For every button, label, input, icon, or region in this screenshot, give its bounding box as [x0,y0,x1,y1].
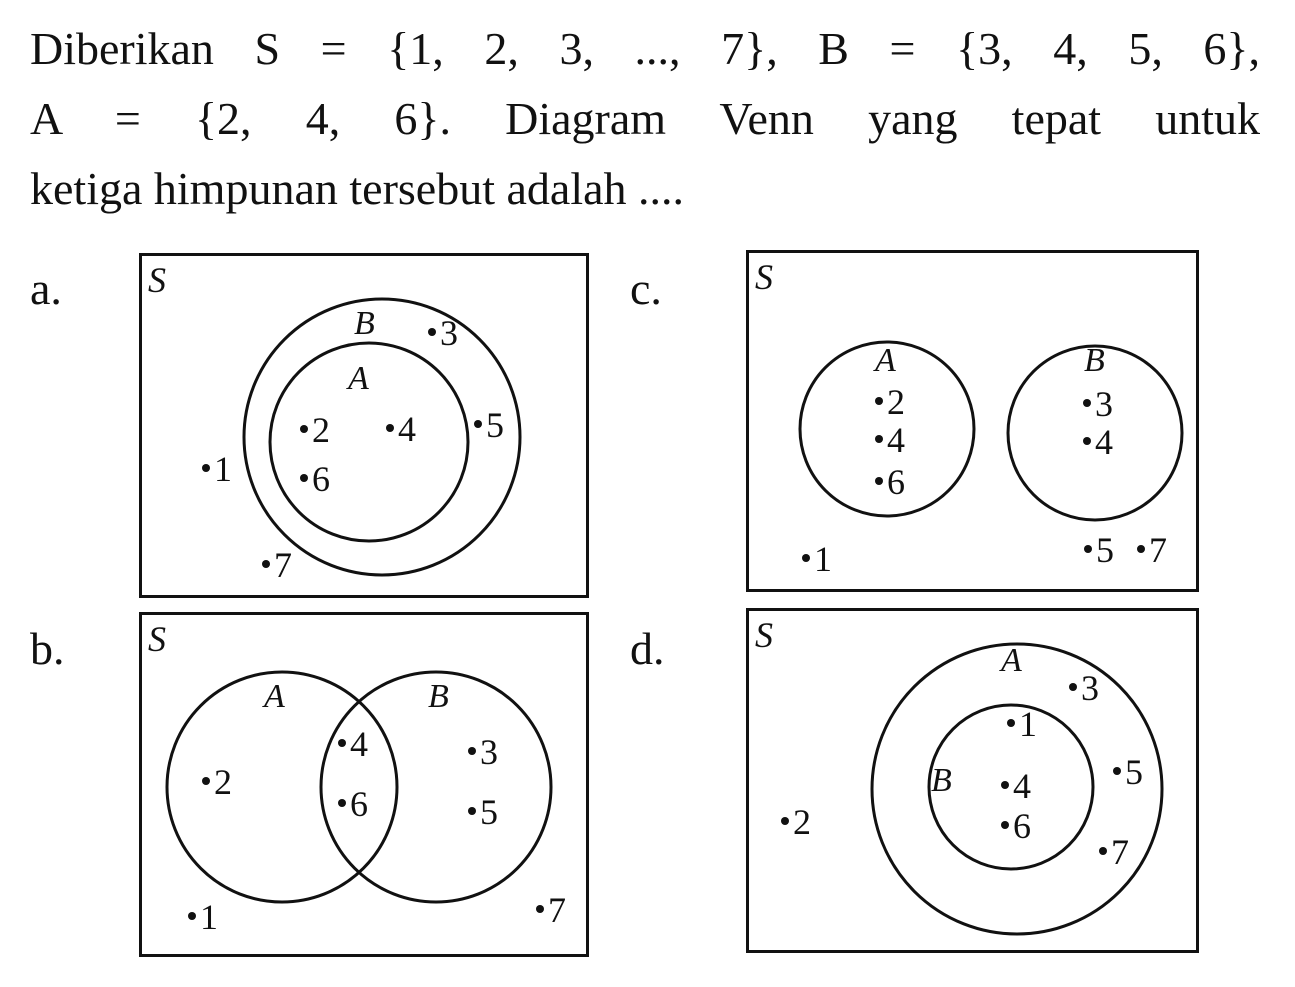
element-point [1137,530,1167,570]
element-point [1069,668,1099,708]
svg-text:4: 4 [887,420,905,460]
option-d-venn-svg [749,611,1202,956]
set-b-circle [929,705,1093,869]
element-point [875,382,905,422]
element-point [188,897,218,937]
svg-text:1: 1 [1019,704,1037,744]
svg-text:4: 4 [1095,422,1113,462]
set-b-label: B [931,762,952,799]
svg-text:2: 2 [214,762,232,802]
svg-text:3: 3 [1081,668,1099,708]
element-point [262,545,292,585]
universe-label: S [148,260,166,300]
svg-text:4: 4 [398,409,416,449]
set-a-label: A [875,342,896,379]
svg-text:5: 5 [1125,752,1143,792]
svg-text:7: 7 [1149,530,1167,570]
element-point [428,313,458,353]
universe-label: S [148,619,166,659]
option-a-label[interactable]: a. [30,263,62,314]
element-point [1113,752,1143,792]
universe-label: S [755,257,773,297]
set-b-circle [244,299,520,575]
element-point [468,792,498,832]
element-point [1084,530,1114,570]
element-point [1007,704,1037,744]
option-c-venn-svg [749,253,1202,595]
element-point [1099,832,1129,872]
svg-text:4: 4 [1013,766,1031,806]
element-point [875,420,905,460]
question-line-2: A = {2, 4, 6}. Diagram Venn yang tepat untuk [30,93,1260,144]
question-text [30,14,1260,224]
element-point [875,462,905,502]
set-a-label: A [264,678,285,715]
svg-text:2: 2 [312,410,330,450]
svg-text:3: 3 [1095,384,1113,424]
svg-text:3: 3 [440,313,458,353]
svg-text:3: 3 [480,732,498,772]
option-d-venn-diagram[interactable] [746,608,1199,953]
question-line-3: ketiga himpunan tersebut adalah .... [30,163,685,214]
element-point [300,459,330,499]
element-point [338,724,368,764]
question-line-1: Diberikan S = {1, 2, 3, ..., 7}, B = {3, 4, 5, 6}, [30,23,1260,74]
element-point [202,449,232,489]
set-a-label: A [1001,642,1022,679]
svg-text:6: 6 [1013,806,1031,846]
option-b-venn-svg [142,615,592,960]
svg-text:1: 1 [814,539,832,579]
option-a-venn-diagram[interactable] [139,253,589,598]
svg-text:7: 7 [548,890,566,930]
option-d-label[interactable]: d. [630,623,665,674]
element-point [338,784,368,824]
set-a-circle [270,343,468,541]
set-b-label: B [354,305,375,342]
svg-text:1: 1 [200,897,218,937]
svg-text:4: 4 [350,724,368,764]
element-point [1083,384,1113,424]
set-b-label: B [428,678,449,715]
element-point [300,410,330,450]
svg-text:6: 6 [887,462,905,502]
option-a-venn-svg [142,256,592,601]
svg-text:1: 1 [214,449,232,489]
svg-text:7: 7 [1111,832,1129,872]
element-point [781,802,811,842]
element-point [1001,806,1031,846]
element-point [474,405,504,445]
option-c-label[interactable]: c. [630,263,662,314]
option-b-venn-diagram[interactable] [139,612,589,957]
svg-text:2: 2 [887,382,905,422]
svg-text:2: 2 [793,802,811,842]
set-b-label: B [1084,342,1105,379]
element-point [468,732,498,772]
option-c-venn-diagram[interactable] [746,250,1199,592]
svg-text:6: 6 [350,784,368,824]
svg-text:5: 5 [1096,530,1114,570]
svg-text:5: 5 [486,405,504,445]
option-b-label[interactable]: b. [30,623,65,674]
svg-text:5: 5 [480,792,498,832]
element-point [202,762,232,802]
set-a-label: A [348,360,369,397]
universe-label: S [755,615,773,655]
element-point [1083,422,1113,462]
svg-text:7: 7 [274,545,292,585]
element-point [802,539,832,579]
svg-text:6: 6 [312,459,330,499]
element-point [1001,766,1031,806]
element-point [386,409,416,449]
element-point [536,890,566,930]
